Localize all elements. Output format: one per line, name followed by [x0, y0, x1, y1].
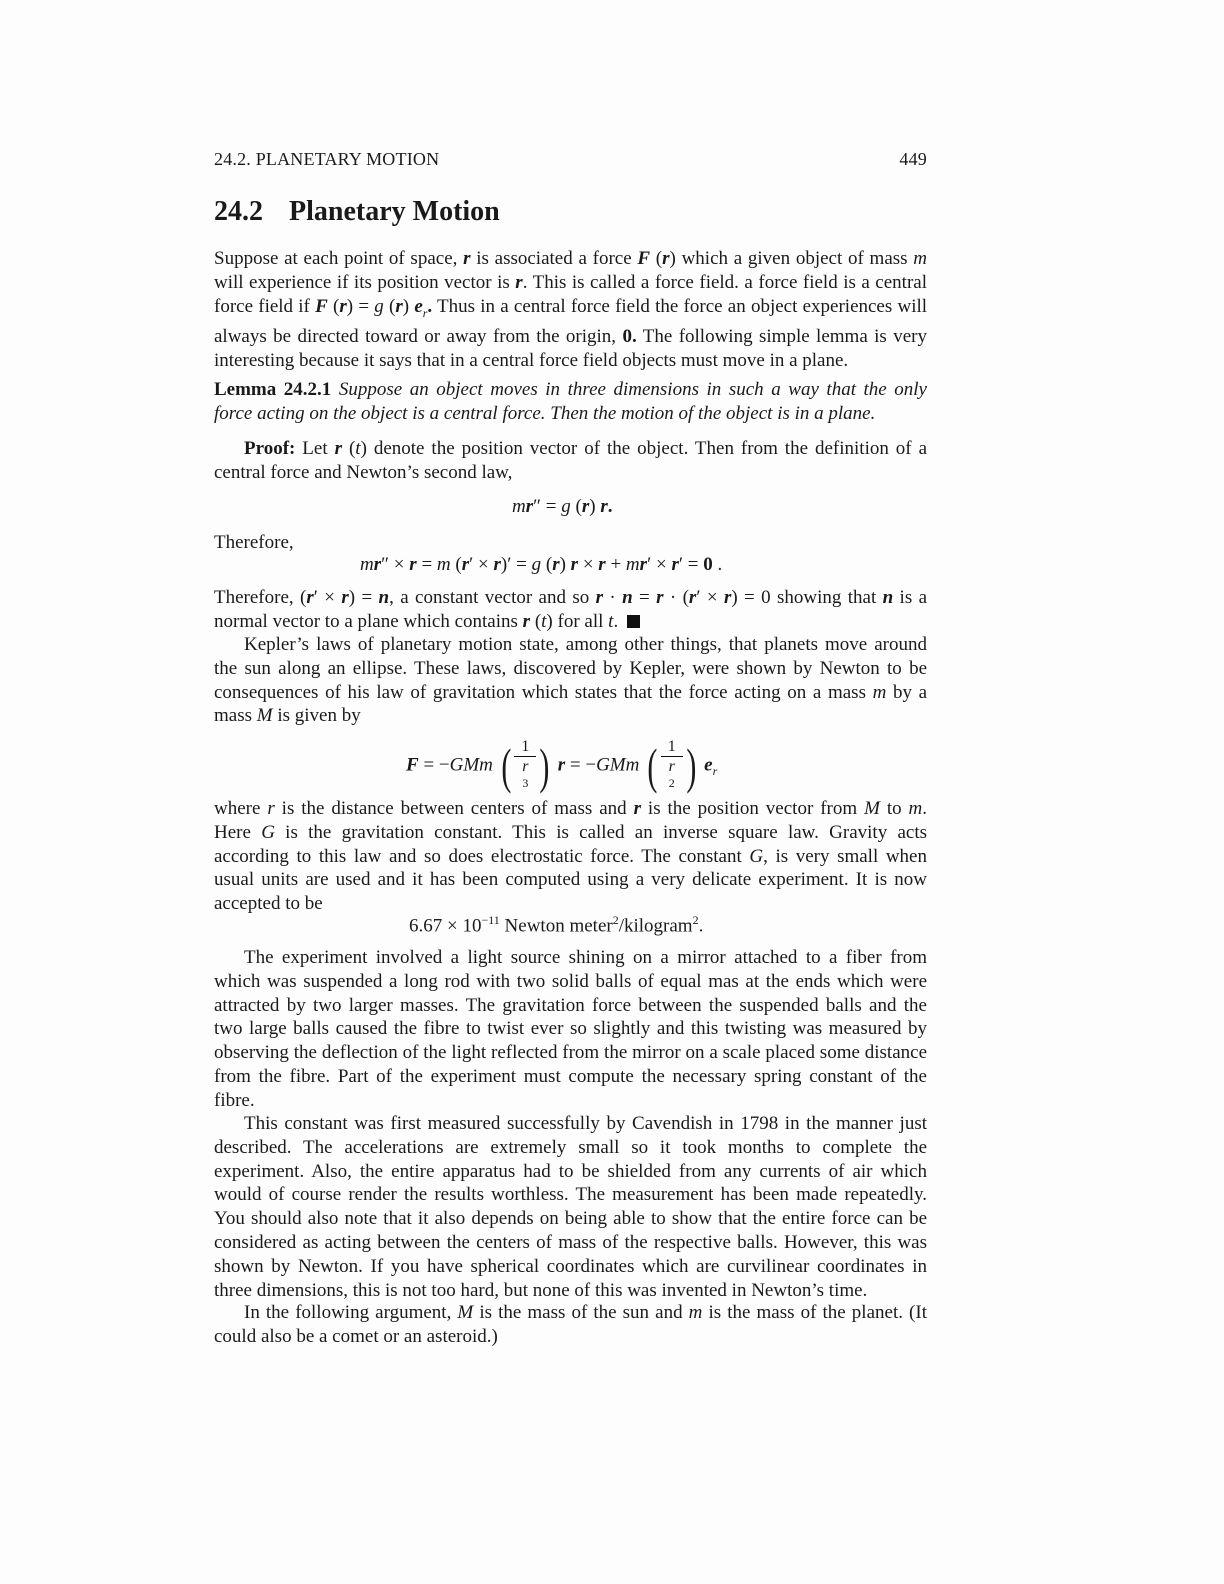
following-paragraph: In the following argument, M is the mass of the sun and m is the mass of the planet. (It could also be a comet or an asteroid.)	[214, 1302, 927, 1347]
where-paragraph: where r is the distance between centers of mass and r is the position vector from M to m. Here G is the gravitation constant. This is called an inverse square law. Gravity acts according to this law and so does electrostatic force. The constant G, is very small when usual units are used and it has been computed using a very delicate experiment. It is now accepted to be	[214, 798, 928, 915]
qed-square-icon	[627, 615, 640, 628]
experiment-paragraph: The experiment involved a light source shining on a mirror attached to a fiber from which was suspended a long rod with two solid balls of equal mas at the ends which were attracted by two larger masses. The gravitation force between the suspended balls and the two large balls caused the fibre to twist ever so slightly and this twisting was measured by observing the deflection of the light reflected from the mirror on a scale placed some distance from the fibre. Part of the experiment must compute the necessary spring constant of the fibre.	[214, 947, 927, 1111]
therefore-paragraph-2: Therefore, (r′ × r) = n, a constant vector and so r · n = r · (r′ × r) = 0 showing that n is a normal vector to a plane which contains r (t) for all t.	[214, 587, 928, 632]
section-number: 24.2	[214, 196, 263, 227]
intro-paragraph: Suppose at each point of space, r is associated a force F (r) which a given object of mass m will experience if its position vector is r. This is called a force field. a force field is a central force field if F (r) = g (r) $e_r$. Thus in a central force field the force an object experiences will always be directed toward or away from the origin, 0. The following simple lemma is very interesting because it says that in a central force field objects must move in a plane.	[214, 248, 928, 371]
section-heading	[214, 196, 500, 228]
page-number: 449	[899, 149, 927, 169]
equation-newton-second-law: mr″ = g (r) r.	[512, 496, 613, 517]
section-title: Planetary Motion	[289, 196, 500, 227]
lemma-label: Lemma 24.2.1	[214, 379, 332, 400]
therefore-label-1: Therefore,	[214, 532, 294, 553]
equation-cross-product: mr″ × r = m (r′ × r)′ = g (r) r × r + mr′ × r′ = 0 .	[360, 554, 723, 575]
equation-gravitation-law: F = −GMm ( 1 r $^3$ ) r = −GMm ( 1 r $^2$ ) $e_r$	[406, 738, 718, 794]
running-title: 24.2. PLANETARY MOTION	[214, 149, 440, 169]
proof-label: Proof:	[244, 438, 296, 459]
kepler-paragraph: Kepler’s laws of planetary motion state, among other things, that planets move around the sun along an ellipse. These laws, discovered by Kepler, were shown by Newton to be consequences of his law of gravitation which states that the force acting on a mass m by a mass M is given by	[214, 634, 928, 727]
cavendish-paragraph: This constant was first measured successfully by Cavendish in 1798 in the manner just described. The accelerations are extremely small so it took months to complete the experiment. Also, the entire apparatus had to be shielded from any currents of air which would of course render the results worthless. The measurement has been made repeatedly. You should also note that it also depends on being able to show that the entire force can be considered as acting between the centers of mass of the respective balls. However, this was shown by Newton. If you have spherical coordinates which are curvilinear coordinates in three dimensions, this is not too hard, but none of this was invented in Newton’s time.	[214, 1113, 927, 1301]
gravitation-constant-value: $6.67 \times 10^{-11}$ Newton meter$^2$/kilogram$^2$.	[409, 913, 704, 937]
running-header	[214, 149, 927, 170]
proof-paragraph: Proof: Let r (t) denote the position vector of the object. Then from the definition of a central force and Newton’s second law,	[214, 438, 928, 483]
lemma-block	[214, 378, 927, 426]
lemma-text: Suppose an object moves in three dimensions in such a way that the only force acting on the object is a central force. Then the motion of the object is in a plane.	[214, 379, 927, 424]
